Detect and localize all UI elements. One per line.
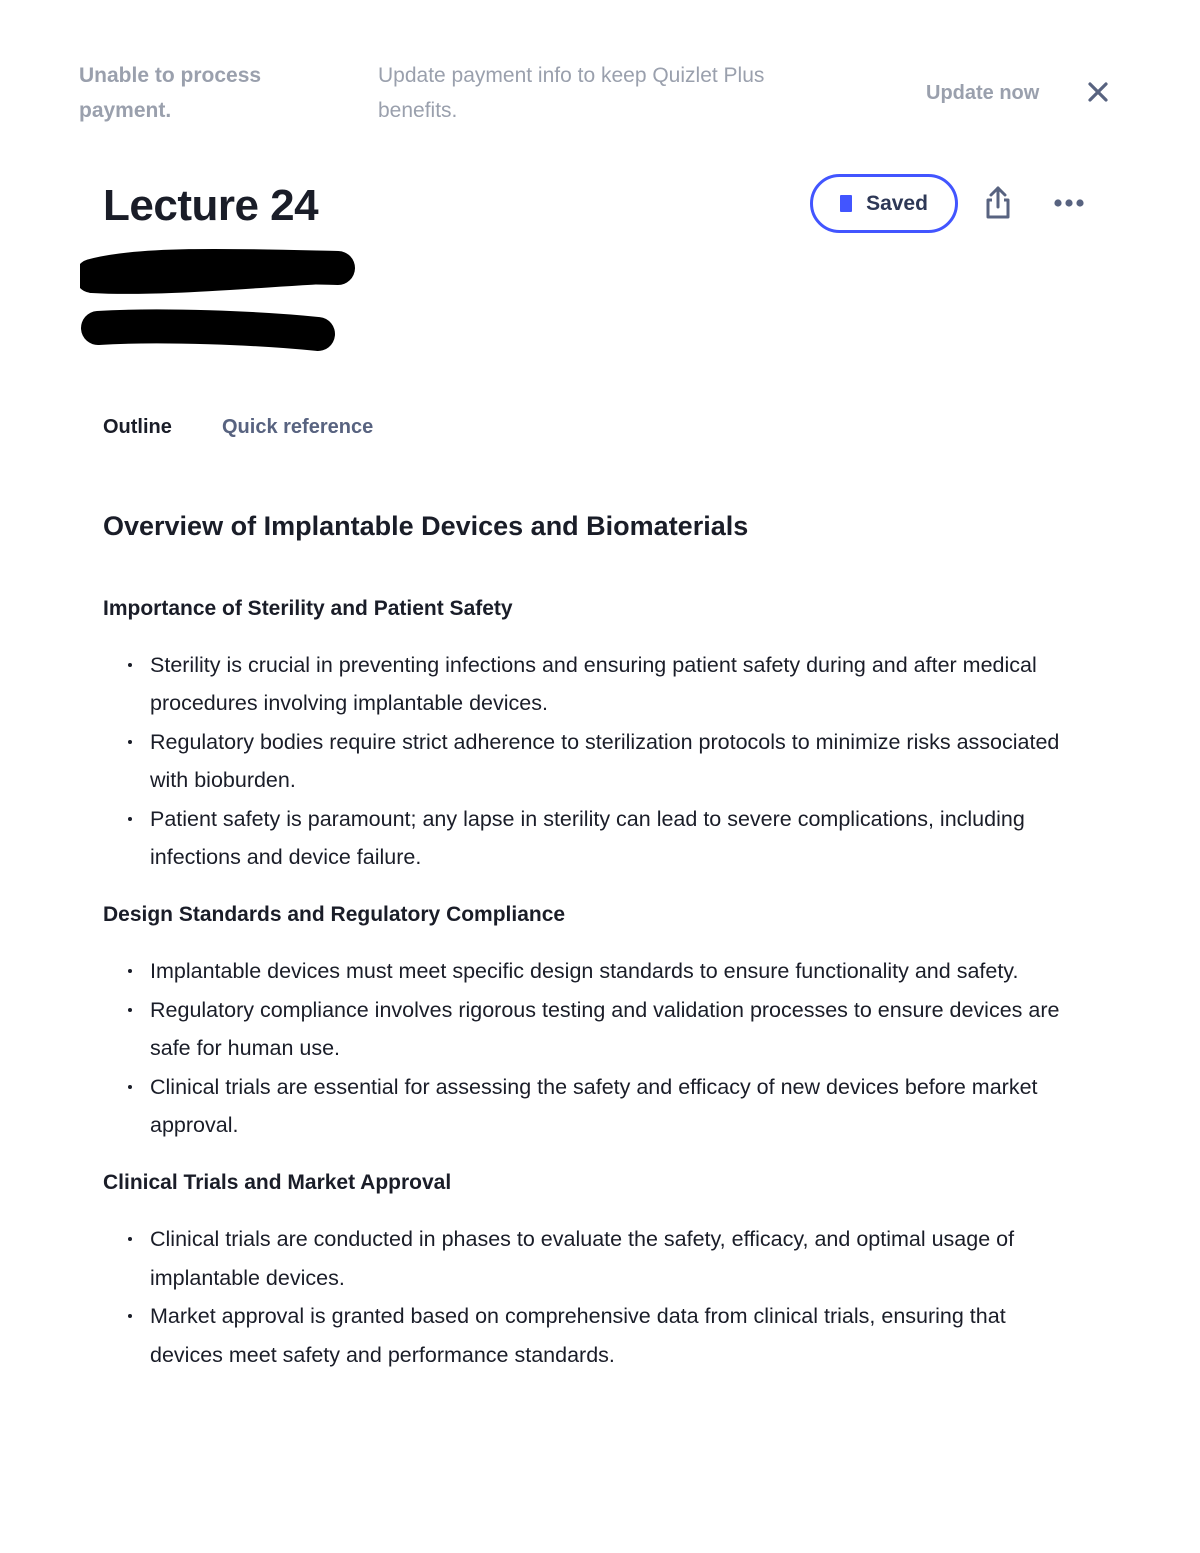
payment-banner [0,0,1200,140]
saved-label: Saved [866,191,928,215]
outline-content [103,504,1083,1398]
close-icon [1084,78,1112,106]
list-item: Patient safety is paramount; any lapse in sterility can lead to severe complications, including infections and device failure. [103,800,1083,877]
list-item: Clinical trials are conducted in phases to evaluate the safety, efficacy, and optimal usage of implantable devices. [103,1220,1083,1297]
tab-outline[interactable]: Outline [103,416,172,438]
banner-message: Update payment info to keep Quizlet Plus benefits. [378,64,765,122]
bullet-list [103,646,1083,876]
outline-title: Overview of Implantable Devices and Biomaterials [103,511,749,541]
saved-button[interactable] [810,174,958,233]
section-heading: Clinical Trials and Market Approval [103,1171,452,1195]
update-now-link[interactable]: Update now [926,82,1040,104]
redacted-scribble [80,248,360,358]
section-heading: Design Standards and Regulatory Compliance [103,903,566,927]
list-item: Market approval is granted based on comprehensive data from clinical trials, ensuring that devices meet safety and performance standards. [103,1297,1083,1374]
list-item: Implantable devices must meet specific design standards to ensure functionality and safety. [103,952,1083,990]
tab-quick-reference[interactable]: Quick reference [222,416,374,438]
list-item: Regulatory compliance involves rigorous testing and validation processes to ensure devices are safe for human use. [103,991,1083,1068]
share-icon [980,183,1016,223]
bookmark-icon [840,195,852,212]
list-item: Sterility is crucial in preventing infections and ensuring patient safety during and after medical procedures involving implantable devices. [103,646,1083,723]
page-title: Lecture 24 [103,181,319,230]
list-item: Clinical trials are essential for assessing the safety and efficacy of new devices before market approval. [103,1068,1083,1145]
banner-title: Unable to process payment. [79,64,262,122]
list-item: Regulatory bodies require strict adherence to sterilization protocols to minimize risks associated with bioburden. [103,723,1083,800]
more-options-button[interactable] [1050,190,1088,216]
close-banner-button[interactable] [1084,78,1112,106]
bullet-list [103,1220,1083,1374]
section-heading: Importance of Sterility and Patient Safety [103,597,513,620]
share-button[interactable] [980,183,1016,223]
bullet-list [103,952,1083,1144]
more-icon [1050,190,1088,216]
